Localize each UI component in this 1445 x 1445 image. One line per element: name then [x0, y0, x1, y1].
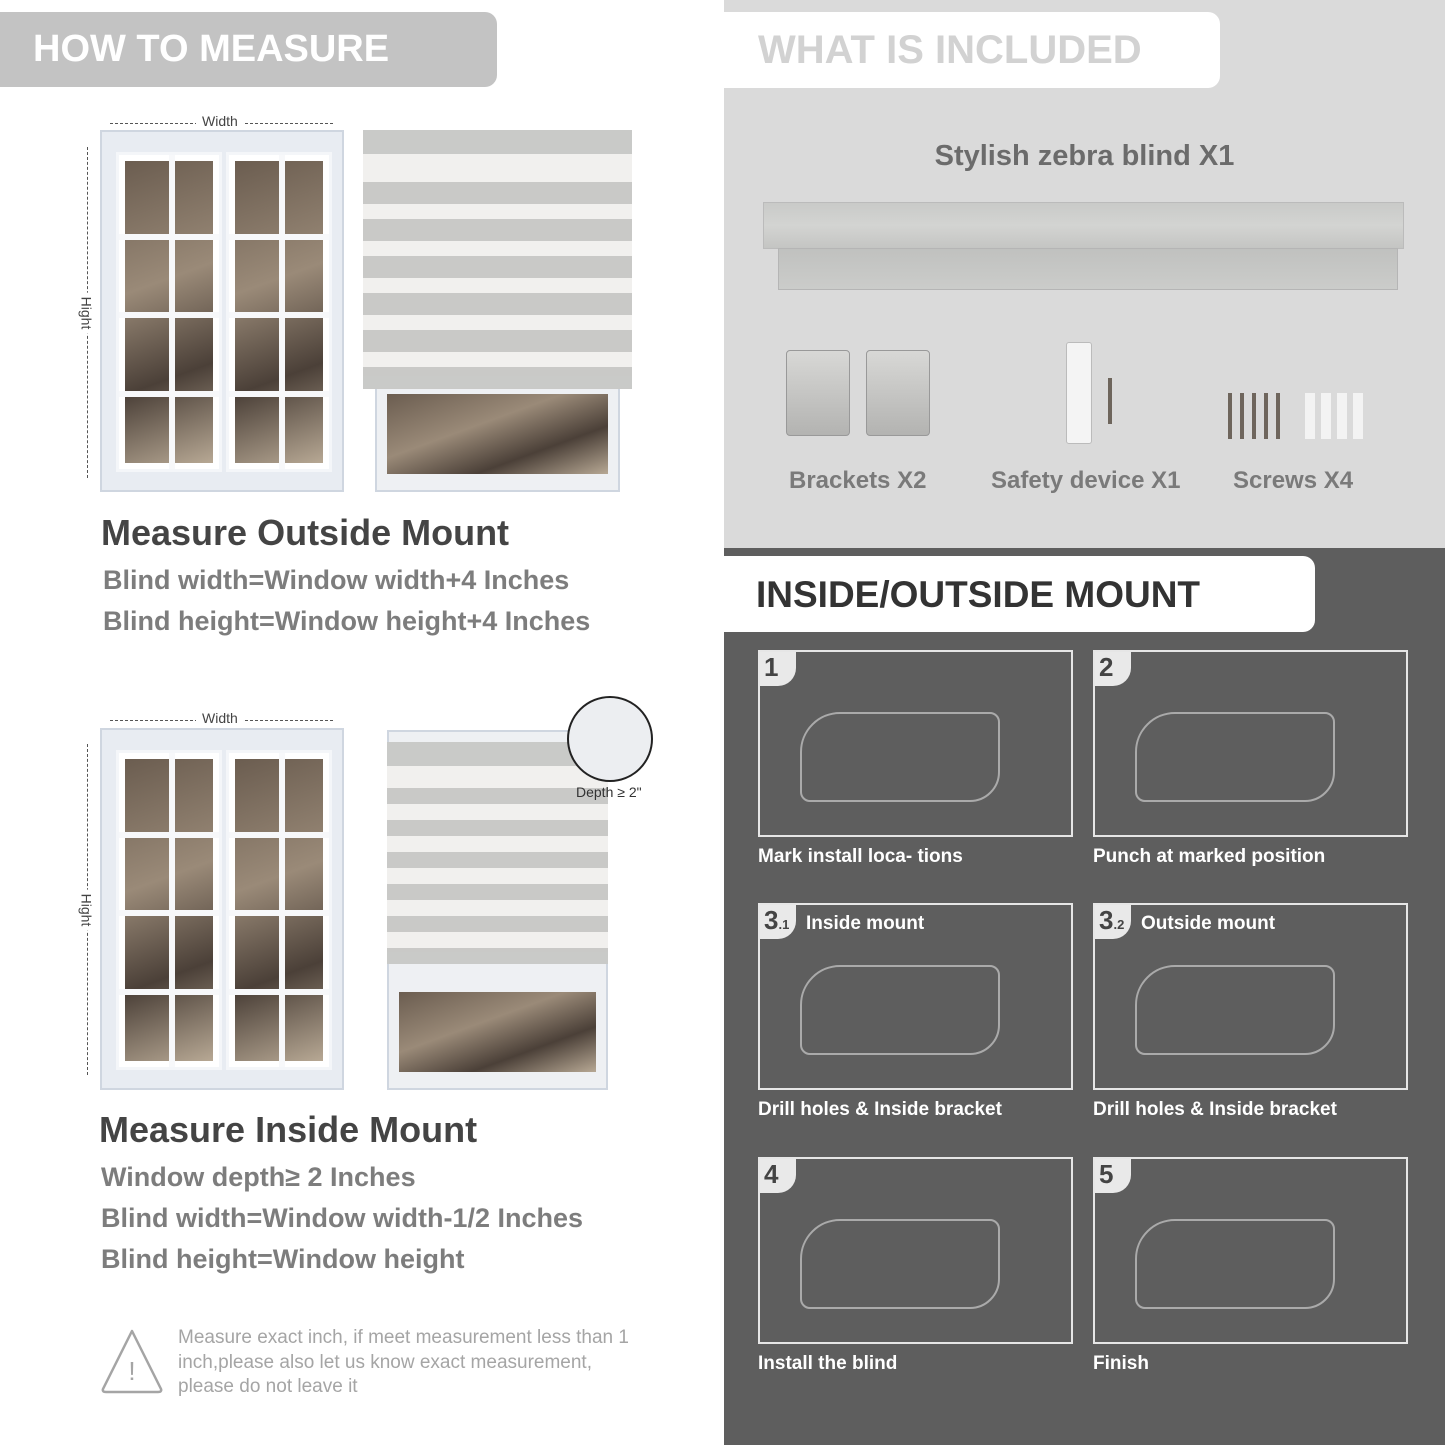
step-illustration: [1135, 1219, 1335, 1309]
inside-line-1: Window depth≥ 2 Inches: [101, 1162, 416, 1192]
window-glass: [387, 394, 608, 474]
outside-mount-title: Measure Outside Mount: [101, 512, 510, 553]
window-mullion: [229, 312, 329, 318]
window-sash: [116, 750, 222, 1070]
included-header: [724, 12, 1220, 88]
inside-mount-title: Measure Inside Mount: [99, 1109, 478, 1150]
window-mullion: [229, 234, 329, 240]
step-label: Drill holes & Inside bracket: [758, 1099, 1002, 1120]
step-number: 2: [1099, 652, 1114, 682]
window-mullion: [229, 832, 329, 838]
window-image: [100, 130, 344, 492]
step-panel-5: [758, 1157, 1073, 1344]
step-number-badge: [758, 1157, 796, 1193]
window-glass: [399, 992, 596, 1072]
blind-stripe: [387, 916, 608, 932]
main-item-label: Stylish zebra blind X1: [934, 140, 1235, 172]
zebra-blind-rail-lip: [778, 248, 1398, 290]
step-illustration: [800, 712, 1000, 802]
bracket-icon: [866, 350, 930, 436]
warning-triangle-icon: [100, 1328, 164, 1394]
step-illustration: [1135, 712, 1335, 802]
svg-text:!: !: [128, 1356, 136, 1386]
item-label-safety-device: Safety device X1: [991, 467, 1181, 494]
how-to-measure-header: [0, 12, 497, 87]
step-panel-1: [758, 650, 1073, 837]
step-title: Inside mount: [806, 913, 925, 934]
window-mullion: [119, 234, 219, 240]
window-mullion: [119, 832, 219, 838]
depth-label: Depth ≥ 2": [576, 784, 642, 800]
window-mullion: [119, 910, 219, 916]
screw-icon: [1108, 378, 1112, 424]
window-mullion: [119, 312, 219, 318]
blind-stripe: [387, 852, 608, 868]
step-panel-6: [1093, 1157, 1408, 1344]
outside-line-1: Blind width=Window width+4 Inches: [103, 565, 570, 595]
blind-stripe: [387, 820, 608, 836]
blind-fabric: [363, 130, 632, 388]
step-panel-3: [758, 903, 1073, 1090]
how-to-measure-title: HOW TO MEASURE: [33, 28, 390, 70]
step-label: Mark install loca- tions: [758, 846, 963, 867]
mount-title: INSIDE/OUTSIDE MOUNT: [756, 574, 1201, 615]
step-number-badge: [1093, 650, 1131, 686]
step-number-badge: [758, 650, 796, 686]
window-sash: [226, 152, 332, 472]
step-panel-4: [1093, 903, 1408, 1090]
step-number-badge: [758, 903, 796, 939]
blind-stripe: [387, 788, 608, 804]
blind-stripe: [363, 182, 632, 204]
mount-header: [724, 556, 1315, 632]
item-label-brackets: Brackets X2: [789, 467, 927, 494]
outside-line-2: Blind height=Window height+4 Inches: [103, 606, 591, 636]
inside-line-2: Blind width=Window width-1/2 Inches: [101, 1203, 584, 1233]
step-label: Install the blind: [758, 1353, 898, 1374]
window-image: [100, 728, 344, 1090]
height-label: Hight: [78, 890, 94, 931]
blind-stripe: [387, 884, 608, 900]
wall-plugs-icon: [1305, 393, 1367, 439]
step-sub-number: .1: [778, 917, 790, 932]
blind-stripe: [363, 256, 632, 278]
window-mullion: [229, 989, 329, 995]
bracket-icon: [786, 350, 850, 436]
window-sash: [116, 152, 222, 472]
height-label: Hight: [78, 293, 94, 334]
blind-stripe: [363, 219, 632, 241]
blind-fabric: [387, 742, 608, 964]
window-mullion: [119, 989, 219, 995]
zebra-blind-outside-image: [363, 130, 632, 492]
step-number: 3: [764, 905, 779, 935]
width-label: Width: [196, 710, 244, 726]
blind-stripe: [363, 293, 632, 315]
blind-bottom-rail: [387, 952, 608, 964]
step-sub-number: .2: [1113, 917, 1125, 932]
step-label: Punch at marked position: [1093, 846, 1326, 867]
step-illustration: [800, 1219, 1000, 1309]
warning-text: Measure exact inch, if meet measurement less than 1 inch,please also let us know exact measurement, please do not leave it: [178, 1327, 629, 1397]
step-number: 4: [764, 1159, 779, 1189]
width-label: Width: [196, 113, 244, 129]
window-mullion: [119, 391, 219, 397]
item-label-screws: Screws X4: [1233, 467, 1354, 494]
step-illustration: [1135, 965, 1335, 1055]
step-panel-2: [1093, 650, 1408, 837]
window-mullion: [229, 391, 329, 397]
step-title: Outside mount: [1141, 913, 1276, 934]
step-number-badge: [1093, 1157, 1131, 1193]
blind-stripe: [363, 330, 632, 352]
safety-device-icon: [1066, 342, 1092, 444]
window-sash: [226, 750, 332, 1070]
step-illustration: [800, 965, 1000, 1055]
step-number-badge: [1093, 903, 1131, 939]
window-mullion: [229, 910, 329, 916]
depth-detail-circle: [567, 696, 653, 782]
blind-bottom-rail: [363, 376, 632, 388]
step-number: 1: [764, 652, 779, 682]
step-label: Drill holes & Inside bracket: [1093, 1099, 1337, 1120]
zebra-blind-rail-image: [763, 202, 1404, 249]
step-number: 5: [1099, 1159, 1114, 1189]
blind-cassette: [363, 130, 632, 154]
included-title: WHAT IS INCLUDED: [758, 28, 1142, 72]
inside-line-3: Blind height=Window height: [101, 1244, 465, 1274]
step-number: 3: [1099, 905, 1114, 935]
step-label: Finish: [1093, 1353, 1149, 1374]
screws-icon: [1228, 393, 1288, 439]
